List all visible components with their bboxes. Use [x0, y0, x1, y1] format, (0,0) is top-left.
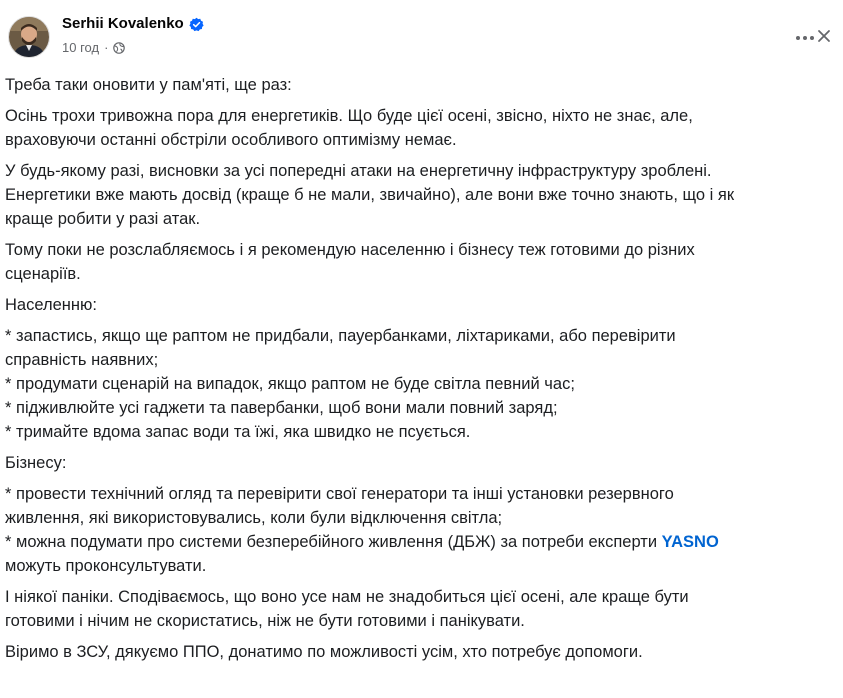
text-line: краще робити у разі атак. [5, 210, 201, 228]
text-line: * запастись, якщо ще раптом не придбали, пауербанками, ліхтариками, або перевірити [5, 327, 676, 345]
paragraph-no-panic [5, 585, 835, 633]
post-time[interactable]: 10 год [62, 40, 100, 55]
text-line: Бізнесу: [5, 454, 67, 472]
text-line: * провести технічний огляд та перевірити свої генератори та інші установки резервного [5, 485, 674, 503]
text-line: сценаріїв. [5, 265, 81, 283]
verified-badge-icon [189, 17, 204, 32]
text-fragment: * можна подумати про системи безперебійного живлення (ДБЖ) за потреби експерти [5, 533, 662, 551]
text-line: * підживлюйте усі гаджети та павербанки, щоб вони мали повний заряд; [5, 399, 558, 417]
avatar[interactable] [8, 16, 50, 58]
post-header [0, 0, 843, 70]
post-text [5, 73, 835, 671]
text-line: Віримо в ЗСУ, дякуємо ППО, донатимо по можливості усім, хто потребує допомоги. [5, 643, 643, 661]
more-options-button[interactable] [790, 20, 820, 56]
text-line: У будь-якому разі, висновки за усі попередні атаки на енергетичну інфраструктуру зроблені. [5, 162, 712, 180]
paragraph-population-heading [5, 293, 835, 317]
text-line: Населенню: [5, 296, 97, 314]
text-line: Треба таки оновити у пам'яті, ще раз: [5, 76, 292, 94]
text-line: справність наявних; [5, 351, 159, 369]
yasno-mention-link[interactable]: YASNO [661, 533, 719, 551]
author-row [62, 14, 204, 34]
meta-separator: · [104, 40, 109, 55]
avatar-photo [9, 17, 49, 57]
globe-icon[interactable] [113, 42, 125, 54]
close-icon [817, 29, 831, 43]
text-line: І ніякої паніки. Сподіваємось, що воно усе нам не знадобиться цієї осені, але краще бути [5, 588, 689, 606]
paragraph-population-list [5, 324, 835, 444]
close-button[interactable] [817, 29, 831, 43]
paragraph-believe [5, 640, 835, 664]
text-line: Тому поки не розслабляємось і я рекомендую населенню і бізнесу теж готовими до різних [5, 241, 695, 259]
text-line: готовими і нічим не скористатись, ніж не бути готовими і панікувати. [5, 612, 525, 630]
text-line-with-mention [5, 530, 835, 554]
text-line: Осінь трохи тривожна пора для енергетиків. Що буде цієї осені, звісно, ніхто не знає, але, [5, 107, 693, 125]
author-name[interactable]: Serhii Kovalenko [62, 15, 184, 32]
text-line: * тримайте вдома запас води та їжі, яка швидко не псується. [5, 423, 471, 441]
paragraph-intro [5, 73, 835, 97]
text-line: живлення, які використовувались, коли були відключення світла; [5, 509, 503, 527]
paragraph-conclusions [5, 159, 835, 231]
paragraph-business-list [5, 482, 835, 578]
text-line: враховуючи останні обстріли особливого оптимізму немає. [5, 131, 457, 149]
text-line: * продумати сценарій на випадок, якщо раптом не буде світла певний час; [5, 375, 575, 393]
post-meta [62, 40, 125, 55]
more-horizontal-icon [795, 35, 815, 41]
text-line: Енергетики вже мають досвід (краще б не мали, звичайно), але вони вже точно знають, що і як [5, 186, 735, 204]
paragraph-autumn [5, 104, 835, 152]
paragraph-recommend [5, 238, 835, 286]
paragraph-business-heading [5, 451, 835, 475]
text-line: можуть проконсультувати. [5, 557, 207, 575]
